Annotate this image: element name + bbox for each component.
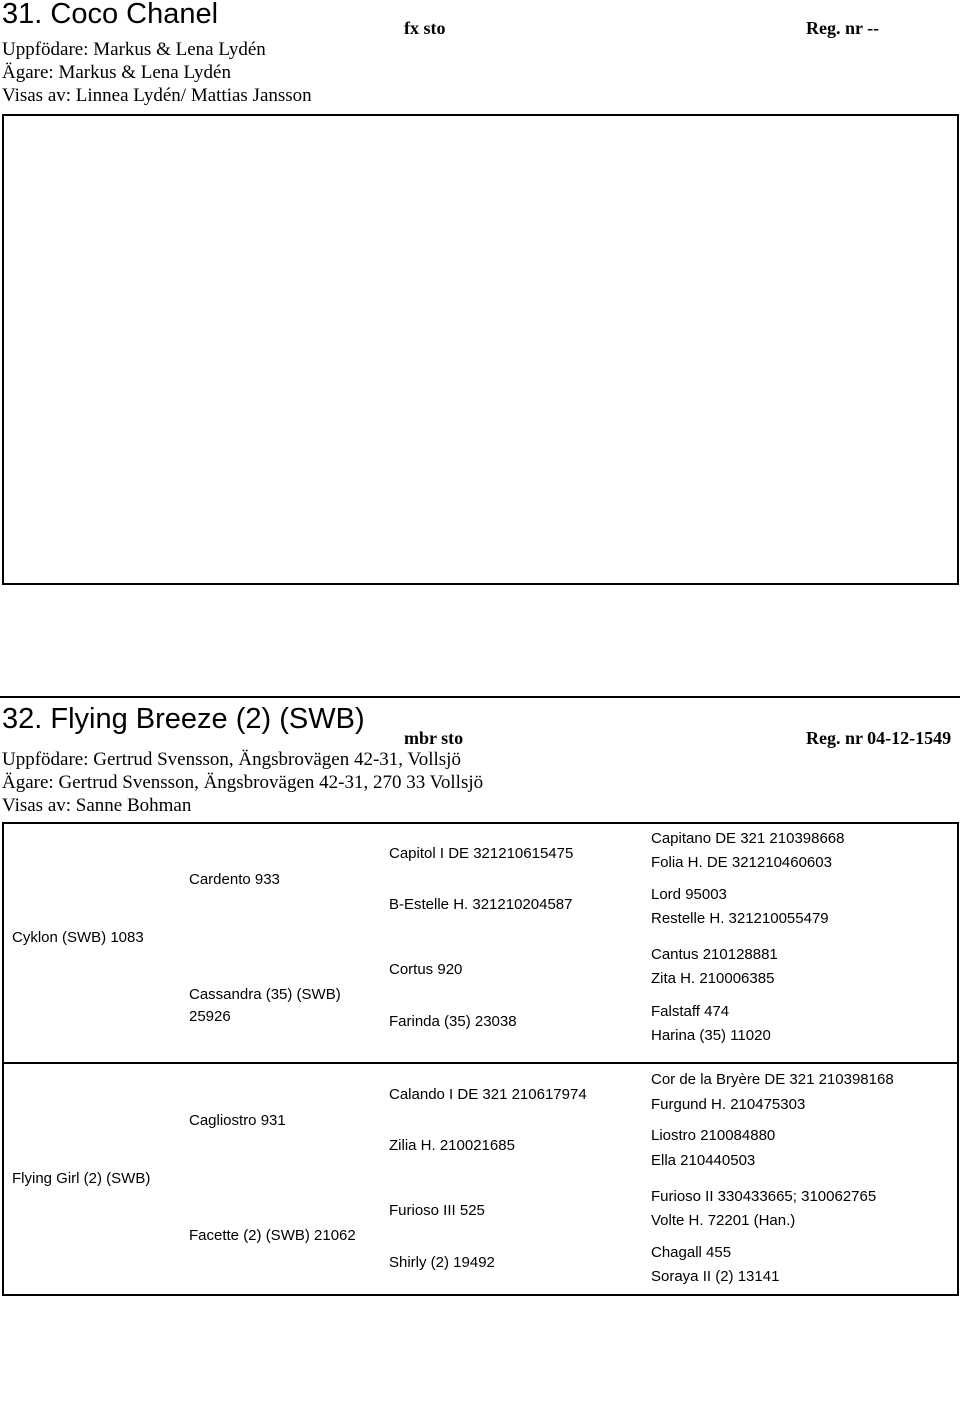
entry-32-breeder: Uppfödare: Gertrud Svensson, Ängsbrovägen 42-31, Vollsjö [2,749,461,770]
pedigree-dd-sire: Furioso III 525 [389,1202,485,1219]
pedigree-g4-4: Restelle H. 321210055479 [651,910,829,927]
entry-32-owner: Ägare: Gertrud Svensson, Ängsbrovägen 42-31, 270 33 Vollsjö [2,772,484,793]
pedigree-dam-sire: Cagliostro 931 [189,1112,286,1129]
pedigree-g4-12: Ella 210440503 [651,1152,756,1169]
pedigree-dam: Flying Girl (2) (SWB) [12,1170,151,1187]
pedigree-g4-14: Volte H. 72201 (Han.) [651,1212,796,1229]
pedigree-g4-1: Capitano DE 321 210398668 [651,830,845,847]
entry-32-type: mbr sto [404,728,464,748]
entry-31-type: fx sto [404,18,446,38]
pedigree-g4-2: Folia H. DE 321210460603 [651,854,832,871]
pedigree-g4-8: Harina (35) 11020 [651,1027,771,1044]
entry-31-reg: Reg. nr -- [806,18,880,38]
entry-31-shown-by: Visas av: Linnea Lydén/ Mattias Jansson [2,85,312,106]
pedigree-dd-dam: Shirly (2) 19492 [389,1254,495,1271]
pedigree-sd-sire: Cortus 920 [389,961,463,978]
entry-32-title: 32. Flying Breeze (2) (SWB) [2,703,365,735]
pedigree-sire-dam-line1: Cassandra (35) (SWB) [189,986,341,1003]
pedigree-sd-dam: Farinda (35) 23038 [389,1013,517,1030]
pedigree-g4-6: Zita H. 210006385 [651,970,775,987]
pedigree-g4-3: Lord 95003 [651,886,727,903]
pedigree-g4-10: Furgund H. 210475303 [651,1096,806,1113]
pedigree-ds-dam: Zilia H. 210021685 [389,1137,515,1154]
pedigree-ds-sire: Calando I DE 321 210617974 [389,1086,587,1103]
entry-32-reg: Reg. nr 04-12-1549 [806,728,952,748]
pedigree-table [2,822,959,1296]
pedigree-sire-dam-line2: 25926 [189,1008,231,1025]
pedigree-g4-7: Falstaff 474 [651,1003,730,1020]
pedigree-g4-15: Chagall 455 [651,1244,732,1261]
entry-31-owner: Ägare: Markus & Lena Lydén [2,62,231,83]
pedigree-sire: Cyklon (SWB) 1083 [12,929,144,946]
pedigree-g4-11: Liostro 210084880 [651,1127,776,1144]
section-divider [0,696,960,698]
entry-32-shown-by: Visas av: Sanne Bohman [2,795,192,816]
pedigree-dam-dam: Facette (2) (SWB) 21062 [189,1227,356,1244]
entry-31-breeder: Uppfödare: Markus & Lena Lydén [2,39,266,60]
entry-31-title: 31. Coco Chanel [2,0,219,30]
pedigree-sire-sire: Cardento 933 [189,871,280,888]
pedigree-g4-13: Furioso II 330433665; 310062765 [651,1188,877,1205]
pedigree-ss-sire: Capitol I DE 321210615475 [389,845,574,862]
pedigree-g4-9: Cor de la Bryère DE 321 210398168 [651,1071,894,1088]
pedigree-ss-dam: B-Estelle H. 321210204587 [389,896,573,913]
pedigree-divider [4,1062,957,1064]
pedigree-g4-16: Soraya II (2) 13141 [651,1268,780,1285]
pedigree-g4-5: Cantus 210128881 [651,946,778,963]
entry-31-photo-frame [2,114,959,585]
